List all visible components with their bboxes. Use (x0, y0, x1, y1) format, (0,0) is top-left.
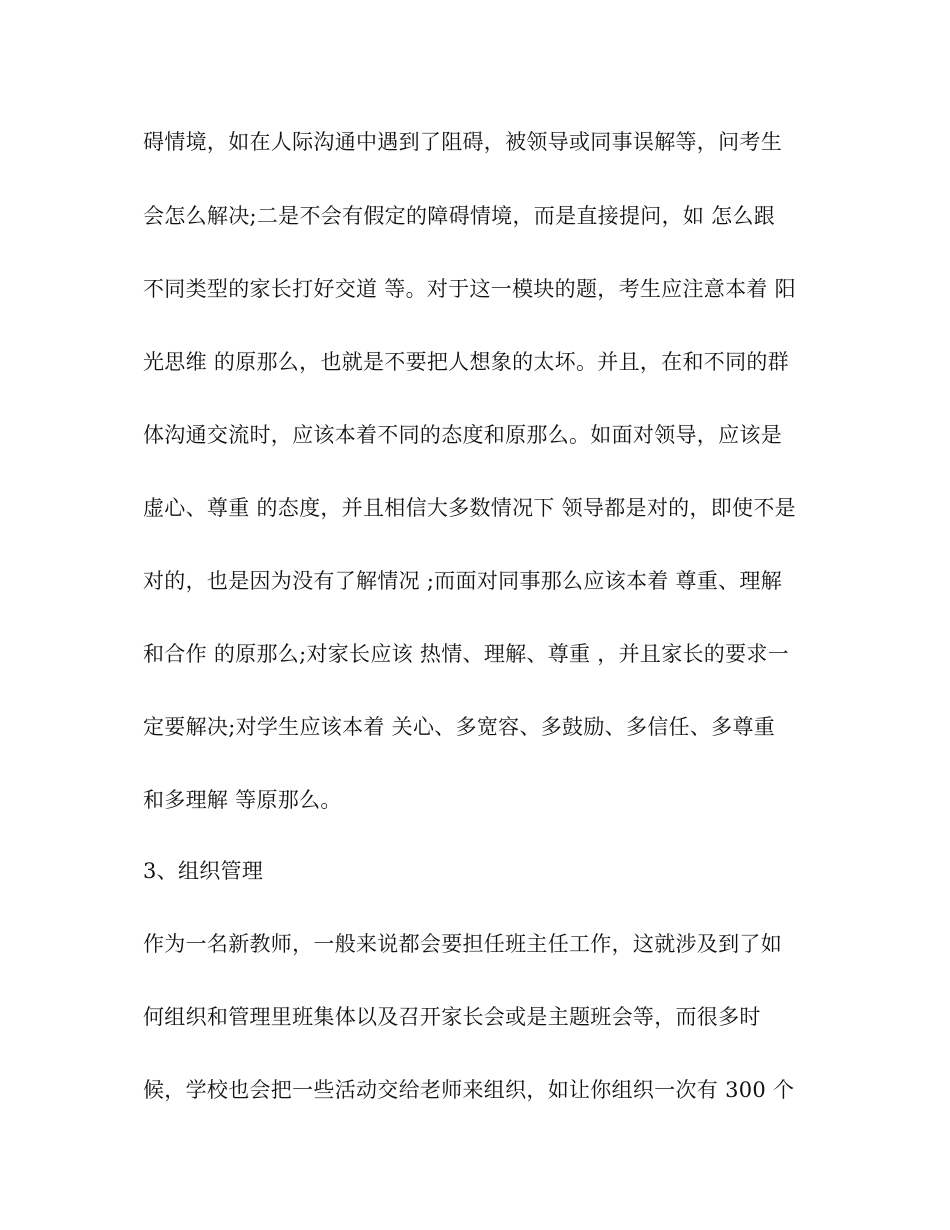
text-line: 和合作 的原那么;对家长应该 热情、理解、尊重 ，并且家长的要求一 (143, 642, 789, 666)
text-line: 何组织和管理里班集体以及召开家长会或是主题班会等，而很多时 (143, 1005, 761, 1029)
text-line: 定要解决;对学生应该本着 关心、多宽容、多鼓励、多信任、多尊重 (143, 715, 776, 739)
text-line: 作为一名新教师，一般来说都会要担任班主任工作，这就涉及到了如 (143, 932, 782, 956)
text-line: 会怎么解决;二是不会有假定的障碍情境，而是直接提问，如 怎么跟 (143, 204, 776, 228)
text-line: 对的，也是因为没有了解情况 ;而面对同事那么应该本着 尊重、理解 (143, 569, 783, 593)
section-heading: 3、组织管理 (143, 859, 264, 883)
text-line: 候，学校也会把一些活动交给老师来组织，如让你组织一次有 300 个 (143, 1078, 795, 1102)
text-line: 虚心、尊重 的态度，并且相信大多数情况下 领导都是对的，即使不是 (143, 496, 796, 520)
text-line: 光思维 的原那么，也就是不要把人想象的太坏。并且，在和不同的群 (143, 350, 789, 374)
text-line: 碍情境，如在人际沟通中遇到了阻碍，被领导或同事误解等，问考生 (143, 130, 782, 154)
text-line: 体沟通交流时，应该本着不同的态度和原那么。如面对领导，应该是 (143, 423, 782, 447)
text-line: 和多理解 等原那么。 (143, 788, 342, 812)
text-line: 不同类型的家长打好交道 等。对于这一模块的题，考生应注意本着 阳 (143, 277, 796, 301)
